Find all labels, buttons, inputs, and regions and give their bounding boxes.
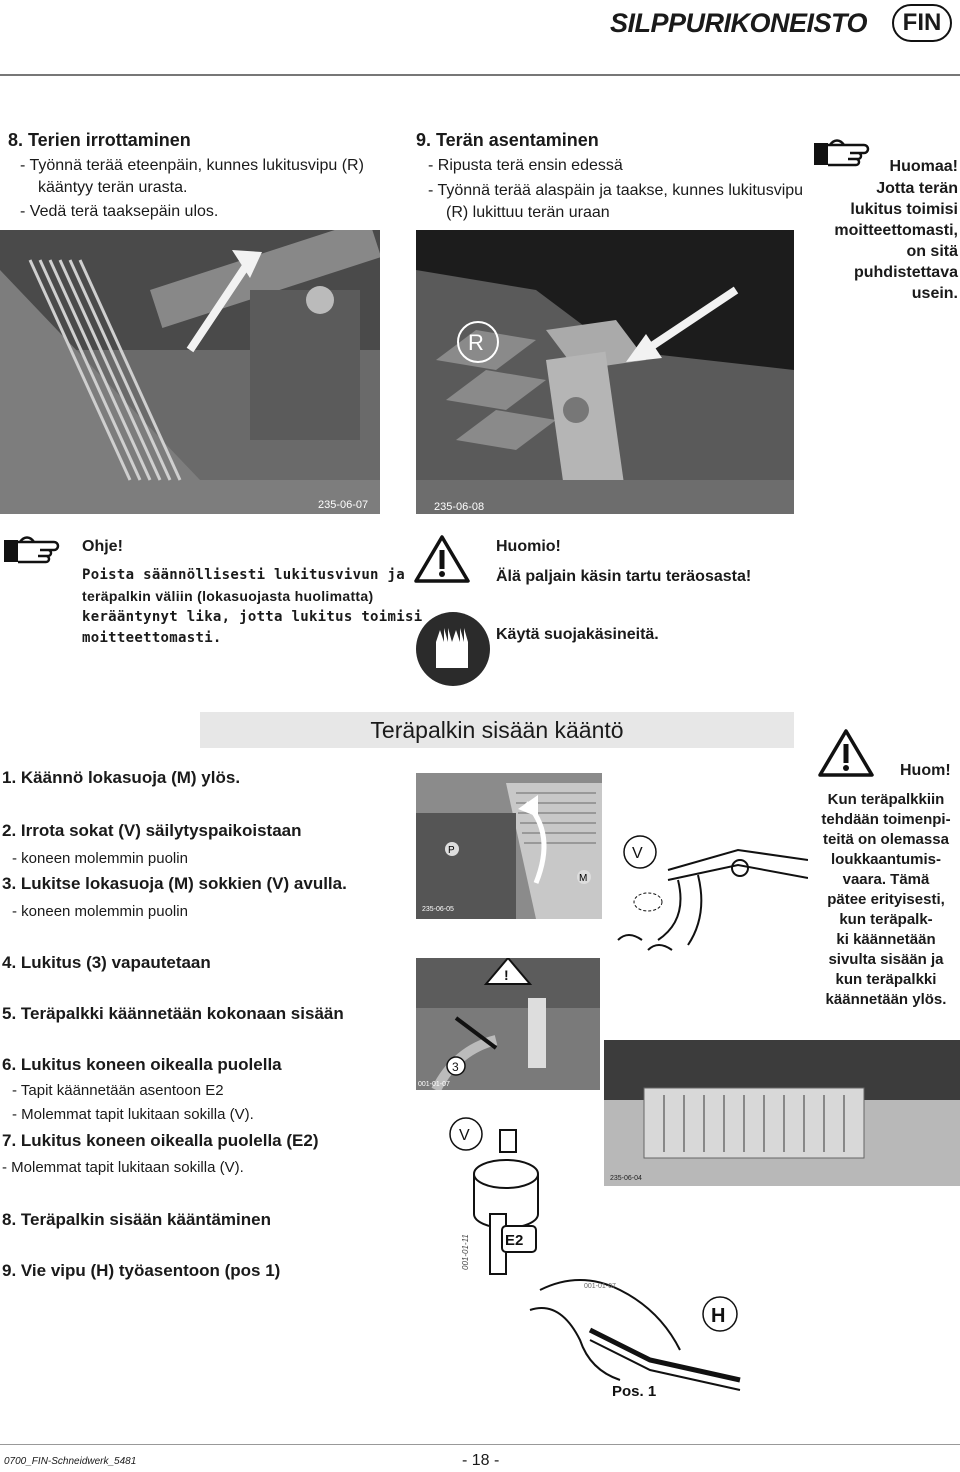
photo-code-right: 235-06-08 (434, 501, 485, 513)
note-line-1: Jotta terän (876, 180, 958, 197)
step-2-detail: - koneen molemmin puolin (12, 850, 188, 867)
footer-divider (0, 1444, 960, 1445)
note-line-2: lukitus toimisi (850, 201, 958, 218)
huomio-line-1: Älä paljain käsin tartu teräosasta! (496, 568, 752, 585)
section-8-heading: 8. Terien irrottaminen (8, 130, 191, 150)
huom-line-6: pätee erityisesti, (827, 891, 945, 908)
step-3-detail: - koneen molemmin puolin (12, 903, 188, 920)
step-1: 1. Käännö lokasuoja (M) ylös. (2, 768, 241, 787)
section-8-line-3: - Vedä terä taaksepäin ulos. (20, 203, 219, 220)
huom-line-2: tehdään toimenpi- (821, 811, 951, 828)
section-banner: Teräpalkin sisään kääntö (200, 712, 794, 748)
photo-lock-release (416, 958, 600, 1090)
step-6: 6. Lukitus koneen oikealla puolella (2, 1055, 282, 1074)
huom-line-7: kun teräpalk- (839, 911, 933, 928)
ohje-title: Ohje! (82, 538, 123, 555)
section-8-line-1: - Työnnä terää eteenpäin, kunnes lukitusvipu (R) (20, 157, 364, 174)
ohje-line-4: moitteettomasti. (82, 630, 222, 646)
step-2: 2. Irrota sokat (V) säilytyspaikoistaan (2, 821, 302, 840)
huom-text (812, 790, 960, 1010)
language-badge: FIN (892, 4, 952, 42)
huom-line-8: ki käännetään (836, 931, 936, 948)
huom-line-4: loukkaantumis- (830, 851, 942, 868)
note-line-3: moitteettomasti, (834, 222, 958, 239)
label-r: R (468, 330, 484, 355)
drawing-pin-e2 (440, 1110, 580, 1280)
huom-line-9: sivulta sisään ja (828, 951, 944, 968)
drawing-lever-h (520, 1270, 780, 1410)
ohje-line-2: teräpalkin väliin (lokasuojasta huolimatta) (82, 588, 374, 604)
huom-line-5: vaara. Tämä (842, 871, 930, 888)
photo-blade-removal (0, 230, 380, 514)
huom-title: Huom! (900, 762, 951, 779)
footer-doc-id: 0700_FIN-Schneidwerk_5481 (4, 1456, 137, 1467)
step-7-detail: - Molemmat tapit lukitaan sokilla (V). (2, 1159, 244, 1176)
photo-fender-up (416, 773, 602, 919)
label-h: H (711, 1305, 726, 1327)
section-9-line-3: (R) lukittuu terän uraan (446, 204, 610, 221)
photo-blade-install (416, 230, 794, 514)
svg-text:!: ! (504, 967, 509, 983)
huom-line-3: teitä on olemassa (823, 831, 949, 848)
gloves-icon (414, 610, 492, 693)
ohje-line-1: Poista säännöllisesti lukitusvivun ja (82, 567, 405, 583)
step-6-detail-a: - Tapit käännetään asentoon E2 (12, 1082, 224, 1099)
label-v2: V (459, 1127, 470, 1144)
step-6-detail-b: - Molemmat tapit lukitaan sokilla (V). (12, 1106, 254, 1123)
step-8: 8. Teräpalkin sisään kääntäminen (2, 1210, 271, 1229)
warning-triangle-icon (414, 534, 470, 589)
figure-code-a: 235-06-05 (422, 906, 454, 913)
note-line-4: on sitä (906, 243, 958, 260)
label-e2: E2 (505, 1232, 524, 1249)
note-line-6: usein. (911, 285, 958, 302)
huom-line-10: kun teräpalkki (835, 971, 937, 988)
section-8-line-2: kääntyy terän urasta. (38, 179, 188, 196)
step-4: 4. Lukitus (3) vapautetaan (2, 953, 211, 972)
photo-cutter-folded (604, 1040, 960, 1186)
page-title: SILPPURIKONEISTO (610, 8, 868, 38)
drawing-pin-lock (608, 820, 808, 970)
section-9-line-1: - Ripusta terä ensin edessä (428, 157, 623, 174)
figure-code-e: 001-01-07 (584, 1283, 616, 1290)
label-p: P (448, 845, 455, 856)
page-number: - 18 - (462, 1452, 500, 1469)
note-title: Huomaa! (889, 158, 958, 175)
label-3: 3 (452, 1060, 459, 1074)
huom-line-1: Kun teräpalkkiin (827, 791, 945, 808)
ohje-line-3: kerääntynyt lika, jotta lukitus toimisi (82, 609, 423, 625)
note-line-5: puhdistettava (853, 264, 958, 281)
pointing-hand-icon (2, 532, 62, 573)
huomio-title: Huomio! (496, 538, 561, 555)
figure-code-c: 235-06-04 (610, 1175, 642, 1182)
step-7: 7. Lukitus koneen oikealla puolella (E2) (2, 1131, 319, 1150)
figure-code-b: 001-01-07 (418, 1081, 450, 1088)
huomio-line-2: Käytä suojakäsineitä. (496, 626, 659, 643)
label-pos1: Pos. 1 (612, 1383, 657, 1400)
figure-code-d: 001-01-11 (461, 1234, 470, 1270)
step-9: 9. Vie vipu (H) työasentoon (pos 1) (2, 1261, 281, 1280)
step-5: 5. Teräpalkki käännetään kokonaan sisään (2, 1004, 344, 1023)
photo-code-left: 235-06-07 (318, 499, 369, 511)
label-m: M (579, 873, 588, 884)
step-3: 3. Lukitse lokasuoja (M) sokkien (V) avulla. (2, 874, 347, 893)
header-divider (0, 74, 960, 76)
huom-line-11: käännetään ylös. (825, 991, 947, 1008)
section-9-line-2: - Työnnä terää alaspäin ja taakse, kunnes lukitusvipu (428, 182, 804, 199)
warning-triangle-icon (818, 728, 874, 783)
section-9-heading: 9. Terän asentaminen (416, 130, 599, 150)
label-v-drawing: V (632, 845, 643, 862)
